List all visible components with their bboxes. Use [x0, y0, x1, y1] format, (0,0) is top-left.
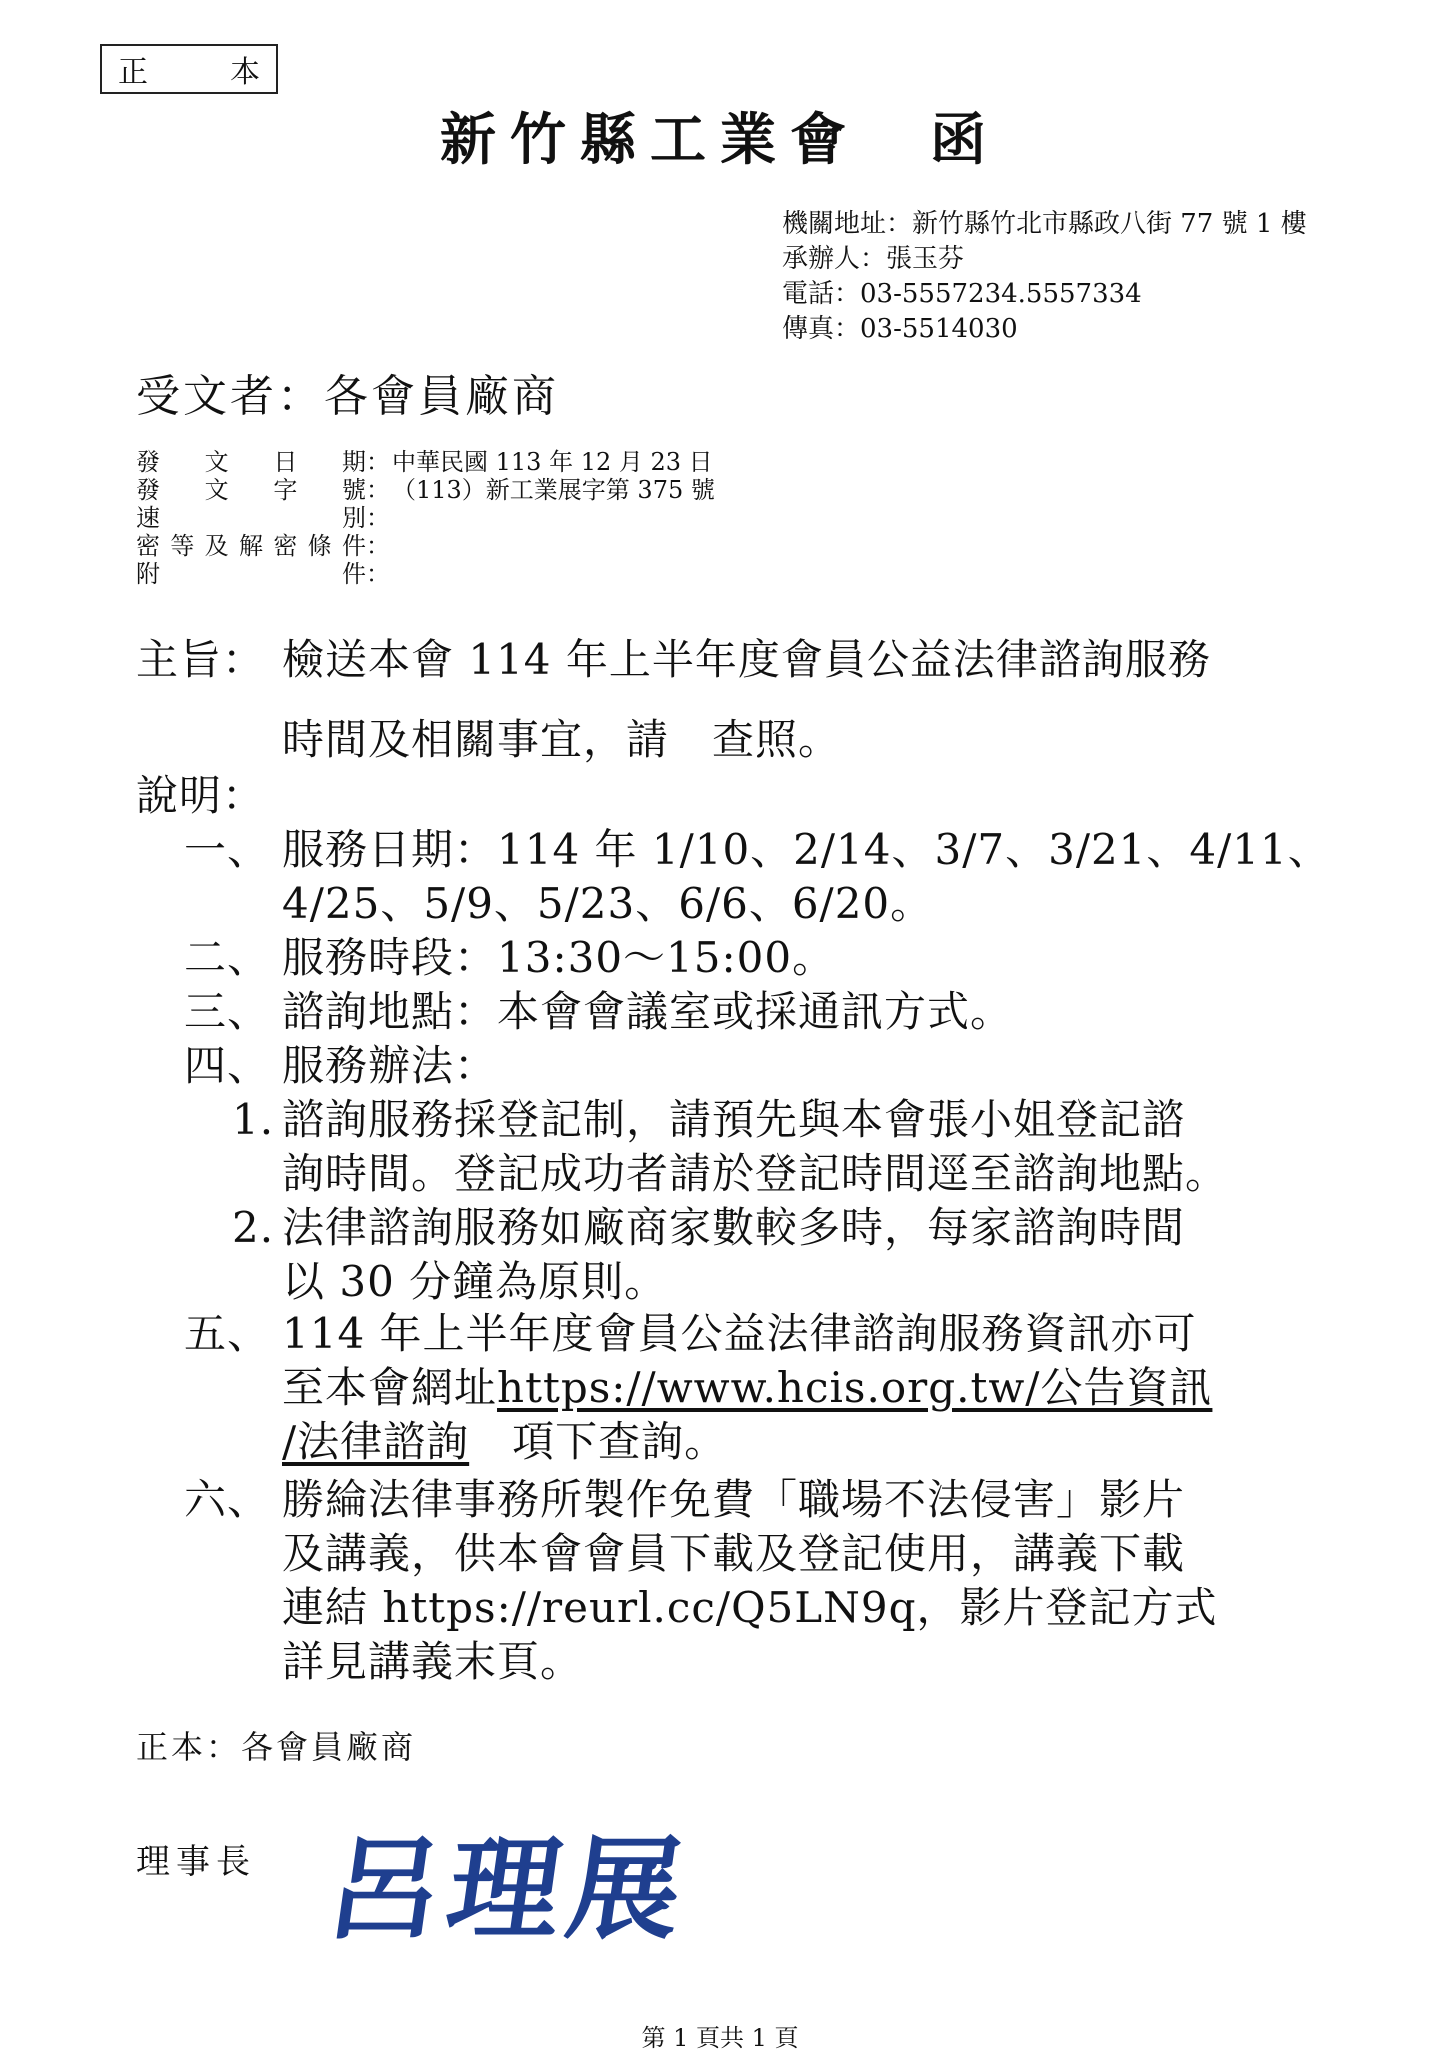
meta-value — [390, 504, 392, 532]
subitem-line: 以 30 分鐘為原則。 — [282, 1257, 668, 1306]
signature-image: 呂理展 — [319, 1824, 698, 1955]
meta-label: 發 文 字 號 — [136, 476, 366, 504]
subject-label: 主旨： — [136, 635, 266, 684]
meta-value — [390, 560, 392, 588]
website-link[interactable]: /法律諮詢 — [282, 1417, 470, 1466]
item-line — [282, 1414, 727, 1470]
subject-line: 檢送本會 114 年上半年度會員公益法律諮詢服務 — [282, 635, 1211, 684]
meta-row — [136, 560, 715, 588]
item-line: 勝綸法律事務所製作免費「職場不法侵害」影片 — [282, 1475, 1186, 1524]
page-number: 第 1 頁共 1 頁 — [641, 2024, 799, 2052]
contact-phone: 電話：03-5557234.5557334 — [782, 279, 1142, 309]
item-line: 服務辦法： — [282, 1041, 498, 1090]
meta-colon: ： — [366, 476, 390, 504]
subitem-label: 1. — [232, 1095, 275, 1144]
item-line: 及講義，供本會會員下載及登記使用，講義下載 — [282, 1529, 1186, 1578]
meta-colon: ： — [366, 532, 390, 560]
document-title: 新竹縣工業會 函 — [440, 107, 1000, 173]
contact-fax: 傳真：03-5514030 — [782, 314, 1018, 344]
meta-row — [136, 532, 715, 560]
item-label: 五、 — [184, 1309, 271, 1358]
meta-row — [136, 448, 715, 476]
item-line: 114 年上半年度會員公益法律諮詢服務資訊亦可 — [282, 1309, 1197, 1358]
item-line: 服務日期：114 年 1/10、2/14、3/7、3/21、4/11、 — [282, 825, 1331, 874]
item-line: 詳見講義末頁。 — [282, 1637, 584, 1686]
meta-label: 密 等 及 解 密 條 件 — [136, 532, 366, 560]
copy-type-box: 正 本 — [100, 44, 278, 94]
item-label: 一、 — [184, 825, 271, 874]
meta-colon: ： — [366, 504, 390, 532]
item-line — [282, 1360, 1212, 1416]
document-meta — [136, 448, 715, 588]
item-line: 服務時段：13:30～15:00。 — [282, 933, 836, 982]
website-link[interactable]: https://www.hcis.org.tw/公告資訊 — [497, 1363, 1213, 1412]
item-text: 項下查詢。 — [469, 1417, 728, 1466]
item-label: 六、 — [184, 1475, 271, 1524]
meta-label: 速 別 — [136, 504, 366, 532]
subject-line: 時間及相關事宜，請 查照。 — [282, 715, 842, 764]
contact-address: 機關地址：新竹縣竹北市縣政八街 77 號 1 樓 — [782, 209, 1307, 239]
meta-label: 發 文 日 期 — [136, 448, 366, 476]
meta-value — [390, 532, 392, 560]
subitem-line: 諮詢服務採登記制，請預先與本會張小姐登記諮 — [282, 1095, 1186, 1144]
meta-label: 附 件 — [136, 560, 366, 588]
subitem-line: 法律諮詢服務如廠商家數較多時，每家諮詢時間 — [282, 1203, 1186, 1252]
contact-block — [782, 207, 1307, 347]
formal-copy: 正本：各會員廠商 — [136, 1728, 417, 1766]
item-line: 連結 https://reurl.cc/Q5LN9q，影片登記方式 — [282, 1583, 1218, 1632]
signer-title: 理事長 — [136, 1842, 256, 1882]
explanation-label: 說明： — [136, 771, 266, 820]
meta-colon: ： — [366, 560, 390, 588]
meta-row — [136, 504, 715, 532]
item-label: 三、 — [184, 987, 271, 1036]
meta-value: （113）新工業展字第 375 號 — [392, 476, 715, 504]
recipient: 受文者：各會員廠商 — [136, 371, 559, 422]
item-line: 諮詢地點：本會會議室或採通訊方式。 — [282, 987, 1014, 1036]
meta-colon: ： — [366, 448, 390, 476]
item-label: 二、 — [184, 933, 271, 982]
meta-value: 中華民國 113 年 12 月 23 日 — [392, 448, 713, 476]
contact-handler: 承辦人：張玉芬 — [782, 244, 965, 274]
subitem-label: 2. — [232, 1203, 275, 1252]
item-label: 四、 — [184, 1041, 271, 1090]
item-line: 4/25、5/9、5/23、6/6、6/20。 — [282, 879, 934, 928]
meta-row — [136, 476, 715, 504]
item-text: 至本會網址 — [282, 1363, 498, 1412]
subitem-line: 詢時間。登記成功者請於登記時間逕至諮詢地點。 — [282, 1149, 1229, 1198]
